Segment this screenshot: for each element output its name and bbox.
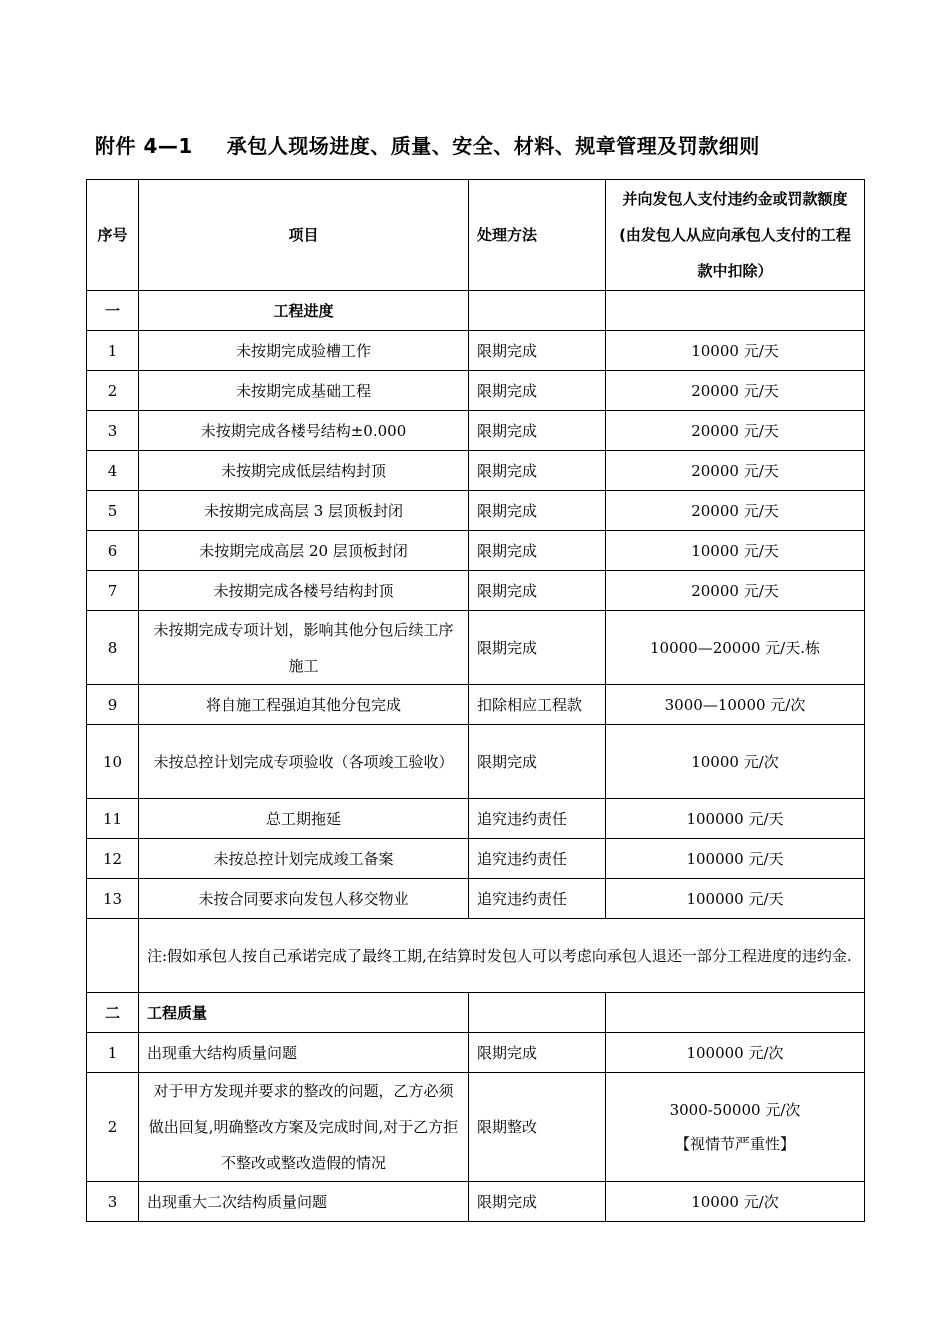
section-no: 一: [87, 291, 139, 331]
row-item: 将自施工程强迫其他分包完成: [139, 685, 469, 725]
row-no: 12: [87, 839, 139, 879]
row-penalty: 10000 元/次: [606, 1182, 865, 1222]
row-method: 限期完成: [469, 491, 606, 531]
row-penalty: 20000 元/天: [606, 371, 865, 411]
row-no: 1: [87, 331, 139, 371]
section-title: 工程进度: [139, 291, 469, 331]
row-method: 限期完成: [469, 571, 606, 611]
table-row: [87, 531, 865, 571]
section-title: 工程质量: [139, 993, 469, 1033]
row-no: 13: [87, 879, 139, 919]
row-item: 未按总控计划完成竣工备案: [139, 839, 469, 879]
row-penalty: 20000 元/天: [606, 571, 865, 611]
row-item: 未按期完成验槽工作: [139, 331, 469, 371]
row-item: 未按期完成高层 3 层顶板封闭: [139, 491, 469, 531]
header-row: [87, 180, 865, 291]
table-row: [87, 571, 865, 611]
row-penalty: 3000—10000 元/次: [606, 685, 865, 725]
row-no: 3: [87, 411, 139, 451]
empty-cell: [606, 291, 865, 331]
row-penalty: 10000 元/次: [606, 725, 865, 799]
row-method: 限期整改: [469, 1073, 606, 1182]
row-item: 未按期完成高层 20 层顶板封闭: [139, 531, 469, 571]
row-method: 追究违约责任: [469, 799, 606, 839]
row-no: 2: [87, 371, 139, 411]
table-row: [87, 1033, 865, 1073]
row-penalty: 10000—20000 元/天.栋: [606, 611, 865, 685]
section-row-progress: [87, 291, 865, 331]
row-item: 总工期拖延: [139, 799, 469, 839]
row-item: 未按期完成低层结构封顶: [139, 451, 469, 491]
row-item: 出现重大二次结构质量问题: [139, 1182, 469, 1222]
row-no: 1: [87, 1033, 139, 1073]
row-method: 限期完成: [469, 371, 606, 411]
row-item: 对于甲方发现并要求的整改的问题，乙方必须做出回复,明确整改方案及完成时间,对于乙方拒不整改或整改造假的情况: [139, 1073, 469, 1182]
table-row: [87, 879, 865, 919]
row-method: 限期完成: [469, 411, 606, 451]
title-text: 承包人现场进度、质量、安全、材料、规章管理及罚款细则: [226, 134, 760, 158]
row-item: 未按期完成各楼号结构±0.000: [139, 411, 469, 451]
row-method: 限期完成: [469, 451, 606, 491]
table-row: [87, 371, 865, 411]
row-no: 4: [87, 451, 139, 491]
row-penalty: 100000 元/天: [606, 799, 865, 839]
row-no: 5: [87, 491, 139, 531]
row-penalty-cell: [606, 1073, 865, 1182]
empty-cell: [606, 993, 865, 1033]
row-no: 9: [87, 685, 139, 725]
row-item: 未按期完成专项计划，影响其他分包后续工序施工: [139, 611, 469, 685]
row-item: 未按期完成各楼号结构封顶: [139, 571, 469, 611]
row-penalty: 20000 元/天: [606, 451, 865, 491]
row-item: 未按总控计划完成专项验收（各项竣工验收）: [139, 725, 469, 799]
row-penalty: 10000 元/天: [606, 531, 865, 571]
note-row: [87, 919, 865, 993]
row-method: 限期完成: [469, 531, 606, 571]
row-no: 2: [87, 1073, 139, 1182]
table-row: [87, 411, 865, 451]
title-prefix: 附件 4—1: [95, 134, 193, 158]
empty-cell: [87, 919, 139, 993]
header-no: 序号: [87, 180, 139, 291]
row-no: 11: [87, 799, 139, 839]
row-item: 未按合同要求向发包人移交物业: [139, 879, 469, 919]
table-row: [87, 611, 865, 685]
empty-cell: [469, 993, 606, 1033]
row-method: 扣除相应工程款: [469, 685, 606, 725]
row-penalty-note: 【视情节严重性】: [674, 1135, 795, 1153]
empty-cell: [469, 291, 606, 331]
table-row: [87, 685, 865, 725]
row-no: 6: [87, 531, 139, 571]
row-method: 限期完成: [469, 1033, 606, 1073]
header-method: 处理方法: [469, 180, 606, 291]
table-row: [87, 1182, 865, 1222]
table-row: [87, 451, 865, 491]
row-penalty: 3000-50000 元/次: [669, 1101, 801, 1119]
row-no: 8: [87, 611, 139, 685]
row-penalty: 100000 元/次: [606, 1033, 865, 1073]
row-method: 限期完成: [469, 725, 606, 799]
row-method: 追究违约责任: [469, 839, 606, 879]
section-row-quality: [87, 993, 865, 1033]
row-method: 追究违约责任: [469, 879, 606, 919]
row-method: 限期完成: [469, 1182, 606, 1222]
row-item: 出现重大结构质量问题: [139, 1033, 469, 1073]
table-row: [87, 839, 865, 879]
penalty-table: [86, 179, 865, 1222]
table-row: [87, 331, 865, 371]
row-penalty: 100000 元/天: [606, 879, 865, 919]
row-no: 3: [87, 1182, 139, 1222]
progress-note: 注:假如承包人按自己承诺完成了最终工期,在结算时发包人可以考虑向承包人退还一部分工程进度的违约金.: [139, 919, 865, 993]
row-no: 7: [87, 571, 139, 611]
table-row: [87, 1073, 865, 1182]
header-penalty: 并向发包人支付违约金或罚款额度(由发包人从应向承包人支付的工程款中扣除）: [606, 180, 865, 291]
row-penalty: 100000 元/天: [606, 839, 865, 879]
page-title: [95, 130, 760, 159]
row-method: 限期完成: [469, 331, 606, 371]
section-no: 二: [87, 993, 139, 1033]
row-penalty: 10000 元/天: [606, 331, 865, 371]
row-method: 限期完成: [469, 611, 606, 685]
header-item: 项目: [139, 180, 469, 291]
row-penalty: 20000 元/天: [606, 411, 865, 451]
row-penalty: 20000 元/天: [606, 491, 865, 531]
table-row: [87, 491, 865, 531]
table-row: [87, 725, 865, 799]
row-item: 未按期完成基础工程: [139, 371, 469, 411]
table-row: [87, 799, 865, 839]
row-no: 10: [87, 725, 139, 799]
